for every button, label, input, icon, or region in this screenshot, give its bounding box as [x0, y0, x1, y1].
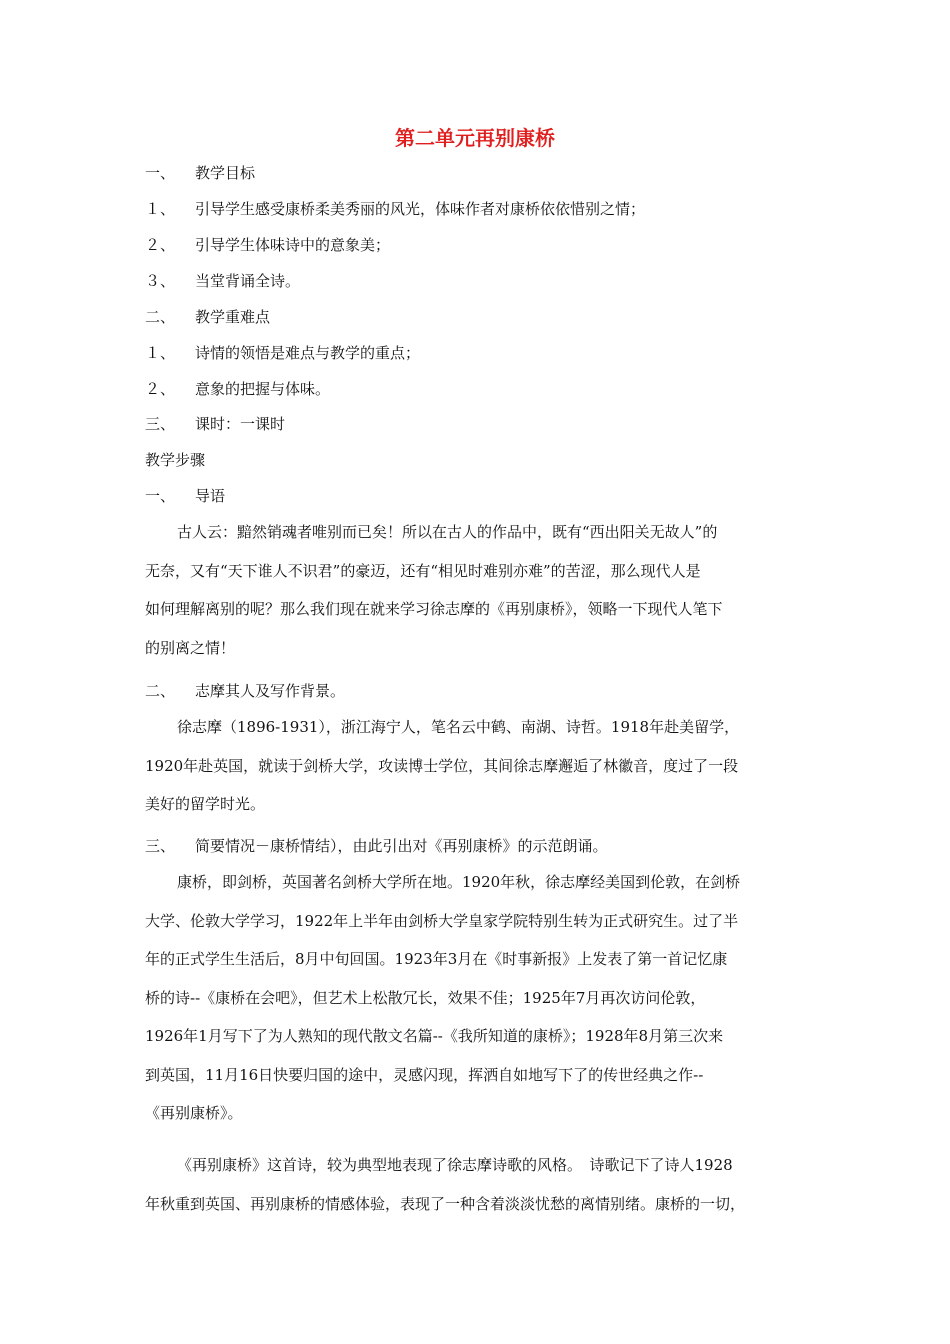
item-text: 教学目标 — [195, 164, 256, 182]
text-line: 年秋重到英国、再别康桥的情感体验，表现了一种含着淡淡忧愁的离情别绪。康桥的一切， — [145, 1194, 746, 1213]
item-number: 二、 — [145, 308, 176, 326]
text-line: 古人云：黯然销魂者唯别而已矣！所以在古人的作品中，既有“西出阳关无故人”的 — [177, 523, 718, 541]
paragraph-intro — [145, 521, 805, 675]
section-number: 三、 — [145, 837, 176, 855]
text-line: 1926年1月写下了为人熟知的现代散文名篇--《我所知道的康桥》；1928年8月第三次来 — [145, 1027, 724, 1045]
text-line: 康桥，即剑桥，英国著名剑桥大学所在地。1920年秋，徐志摩经美国到伦敦，在剑桥 — [177, 873, 741, 891]
text-line: 大学、伦敦大学学习，1922年上半年由剑桥大学皇家学院特别生转为正式研究生。过了半 — [145, 911, 739, 930]
item-number: １、 — [145, 344, 176, 362]
paragraph-background — [145, 716, 805, 832]
text-line: 到英国，11月16日快要归国的途中，灵感闪现，挥洒自如地写下了的传世经典之作-- — [145, 1065, 704, 1084]
text-line: 徐志摩（1896-1931），浙江海宁人，笔名云中鹤、南湖、诗哲。1918年赴美留学， — [177, 718, 740, 736]
section-text: 志摩其人及写作背景。 — [195, 682, 346, 700]
item-number: １、 — [145, 200, 176, 218]
item-number: ２、 — [145, 236, 176, 254]
item-text: 意象的把握与体味。 — [195, 380, 331, 398]
item-number: ３、 — [145, 272, 176, 290]
section-text: 导语 — [195, 487, 226, 505]
item-number: ２、 — [145, 380, 176, 398]
paragraph-poem-style — [145, 1154, 805, 1231]
section-number: 一、 — [145, 487, 176, 505]
item-text: 诗情的领悟是难点与教学的重点； — [195, 344, 421, 362]
item-number: 三、 — [145, 415, 176, 433]
item-text: 当堂背诵全诗。 — [195, 272, 301, 290]
text-line: 如何理解离别的呢？那么我们现在就来学习徐志摩的《再别康桥》，领略一下现代人笔下 — [145, 600, 723, 618]
text-line: 的别离之情！ — [145, 638, 236, 657]
item-number: 一、 — [145, 164, 176, 182]
steps-heading: 教学步骤 — [145, 451, 206, 469]
text-line: 美好的留学时光。 — [145, 795, 266, 813]
paragraph-kangqiao — [145, 871, 805, 1141]
text-line: 无奈，又有“天下谁人不识君”的豪迈，还有“相见时难别亦难”的苦涩，那么现代人是 — [145, 561, 701, 580]
text-line: 1920年赴英国，就读于剑桥大学，攻读博士学位，其间徐志摩邂逅了林徽音，度过了一段 — [145, 756, 739, 775]
item-text: 课时：一课时 — [195, 415, 286, 433]
text-line: 《再别康桥》。 — [145, 1104, 243, 1122]
text-line: 《再别康桥》这首诗，较为典型地表现了徐志摩诗歌的风格。 诗歌记下了诗人1928 — [177, 1156, 733, 1174]
item-text: 引导学生感受康桥柔美秀丽的风光，体味作者对康桥依依惜别之情； — [195, 200, 646, 218]
text-line: 年的正式学生生活后，8月中旬回国。1923年3月在《时事新报》上发表了第一首记忆康 — [145, 950, 728, 968]
section-number: 二、 — [145, 682, 176, 700]
item-text: 引导学生体味诗中的意象美； — [195, 236, 391, 254]
item-text: 教学重难点 — [195, 308, 271, 326]
text-line: 桥的诗--《康桥在会吧》，但艺术上松散冗长，效果不佳；1925年7月再次访问伦敦， — [145, 988, 706, 1007]
section-text: 简要情况－康桥情结），由此引出对《再别康桥》的示范朗诵。 — [195, 837, 608, 855]
document-title: 第二单元再别康桥 — [395, 126, 555, 150]
